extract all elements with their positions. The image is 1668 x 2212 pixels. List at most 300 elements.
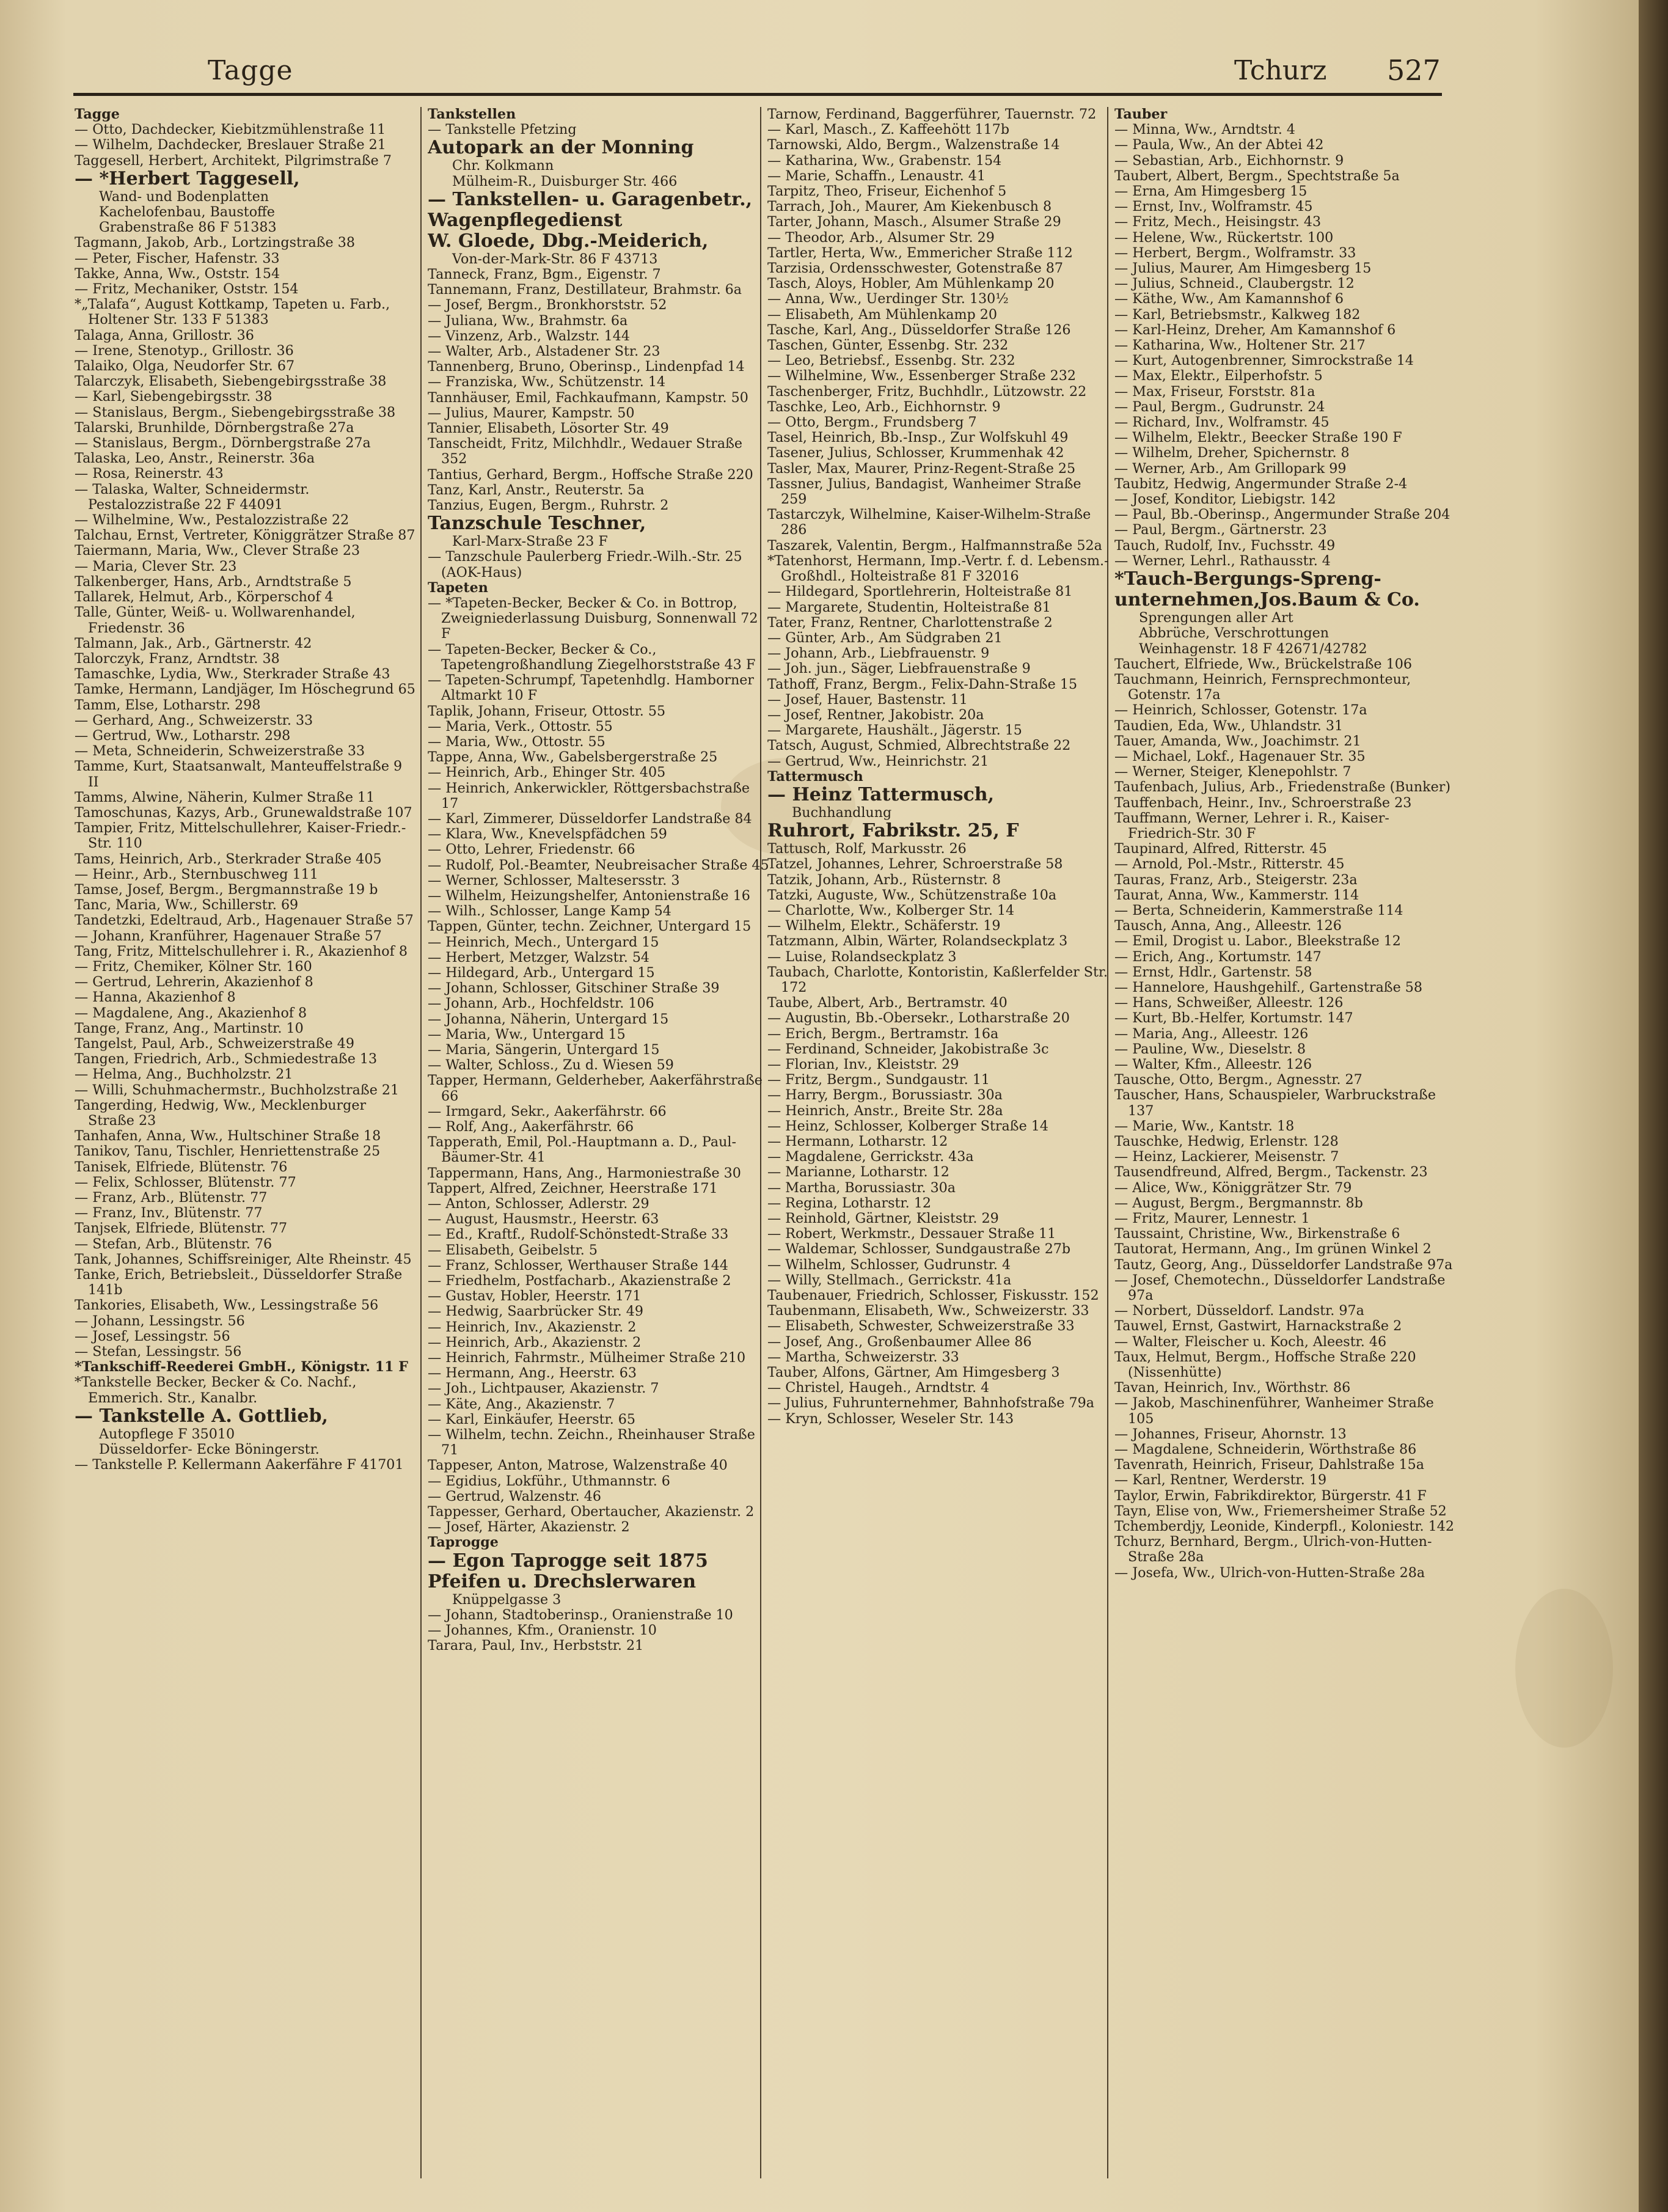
directory-entry: Tchurz, Bernhard, Bergm., Ulrich-von-Hutten-Straße 28a <box>1114 1534 1432 1566</box>
directory-entry: — Michael, Lokf., Hagenauer Str. 35 <box>1114 748 1366 764</box>
directory-entry: — Josef, Konditor, Liebigstr. 142 <box>1114 491 1336 508</box>
directory-entry: — Leo, Betriebsf., Essenbg. Str. 232 <box>767 353 1015 369</box>
directory-entry: Tanzschule Teschner, <box>428 513 646 535</box>
directory-entry: — Maria, Ww., Ottostr. 55 <box>428 733 605 750</box>
directory-entry: — Franz, Arb., Blütenstr. 77 <box>75 1190 268 1206</box>
header-left-keyword: Tagge <box>208 55 293 86</box>
directory-entry: W. Gloede, Dbg.-Meiderich, <box>428 230 709 252</box>
directory-entry: — Josef, Ang., Großenbaumer Allee 86 <box>767 1333 1032 1350</box>
directory-entry: — Juliana, Ww., Brahmstr. 6a <box>428 312 628 329</box>
directory-entry: — Max, Elektr., Eilperhofstr. 5 <box>1114 368 1323 384</box>
directory-entry: — Johann, Lessingstr. 56 <box>75 1313 245 1329</box>
directory-entry: — Julius, Maurer, Am Himgesberg 15 <box>1114 260 1372 277</box>
directory-entry: — Harry, Bergm., Borussiastr. 30a <box>767 1087 1003 1104</box>
directory-entry: Tanhafen, Anna, Ww., Hultschiner Straße 18 <box>75 1128 381 1144</box>
directory-entry: Tattermusch <box>767 768 863 785</box>
directory-entry: — Reinhold, Gärtner, Kleiststr. 29 <box>767 1210 999 1227</box>
directory-entry: — Rudolf, Pol.-Beamter, Neubreisacher Straße 45 <box>428 857 769 873</box>
directory-entry: — Heinrich, Mech., Untergard 15 <box>428 934 659 950</box>
directory-entry: — Wilhelm, Elektr., Beecker Straße 190 F <box>1114 430 1402 446</box>
directory-entry: — Tapeten-Becker, Becker & Co., Tapetengroßhandlung Ziegelhorststraße 43 F <box>428 641 756 673</box>
directory-entry: Tappesser, Gerhard, Obertaucher, Akazienstr. 2 <box>428 1504 755 1520</box>
directory-entry: — Willi, Schuhmachermstr., Buchholzstraße 21 <box>75 1082 400 1098</box>
directory-entry: — Hildegard, Arb., Untergard 15 <box>428 964 655 981</box>
directory-entry: — Tankstelle P. Kellermann Aakerfähre F 41701 <box>75 1457 404 1473</box>
directory-entry: Tamm, Else, Lotharstr. 298 <box>75 697 261 713</box>
directory-entry: — Erich, Ang., Kortumstr. 147 <box>1114 948 1322 965</box>
directory-entry: — Julius, Maurer, Kampstr. 50 <box>428 405 635 421</box>
directory-entry: Tater, Franz, Rentner, Charlottenstraße 2 <box>767 614 1053 631</box>
directory-entry: Tauchert, Elfriede, Ww., Brückelstraße 106 <box>1114 656 1412 672</box>
directory-entry: — Gertrud, Ww., Lotharstr. 298 <box>75 727 291 744</box>
directory-entry: Tangelst, Paul, Arb., Schweizerstraße 49 <box>75 1035 355 1052</box>
directory-entry: — Marianne, Lotharstr. 12 <box>767 1164 949 1181</box>
directory-entry: — Berta, Schneiderin, Kammerstraße 114 <box>1114 902 1403 918</box>
directory-entry: Tauber <box>1114 107 1168 122</box>
directory-entry: — Hanna, Akazienhof 8 <box>75 989 236 1006</box>
directory-entry: — Walter, Schloss., Zu d. Wiesen 59 <box>428 1057 674 1074</box>
directory-entry: — Herbert, Bergm., Wolframstr. 33 <box>1114 244 1356 261</box>
directory-entry: — Fritz, Bergm., Sundgaustr. 11 <box>767 1072 990 1088</box>
directory-entry: — Karl, Siebengebirgsstr. 38 <box>75 389 273 405</box>
directory-entry: Tasler, Max, Maurer, Prinz-Regent-Straße 25 <box>767 460 1076 477</box>
directory-entry: — Rosa, Reinerstr. 43 <box>75 466 224 482</box>
directory-entry: — Friedhelm, Postfacharb., Akazienstraße 2 <box>428 1273 731 1289</box>
directory-entry: — Paul, Bergm., Gärtnerstr. 23 <box>1114 522 1327 538</box>
directory-entry: — Werner, Lehrl., Rathausstr. 4 <box>1114 552 1331 569</box>
directory-entry: Taschen, Günter, Essenbg. Str. 232 <box>767 337 1009 354</box>
directory-entry: Tannenberg, Bruno, Oberinsp., Lindenpfad 14 <box>428 359 745 375</box>
directory-entry: — Kryn, Schlosser, Weseler Str. 143 <box>767 1410 1014 1427</box>
directory-entry: — Norbert, Düsseldorf. Landstr. 97a <box>1114 1303 1364 1319</box>
directory-entry: — Hildegard, Sportlehrerin, Holteistraße 81 <box>767 584 1073 600</box>
directory-entry: Tauffmann, Werner, Lehrer i. R., Kaiser-Friedrich-Str. 30 F <box>1114 810 1389 841</box>
directory-entry: *Tankstelle Becker, Becker & Co. Nachf., Emmerich. Str., Kanalbr. <box>75 1374 357 1406</box>
directory-entry: — Wilhelm, Schlosser, Gudrunstr. 4 <box>767 1256 1011 1273</box>
directory-entry: — Wilhelm, techn. Zeichn., Rheinhauser Straße 71 <box>428 1427 755 1459</box>
directory-entry: Tarpitz, Theo, Friseur, Eichenhof 5 <box>767 183 1007 200</box>
directory-entry: — Rolf, Ang., Aakerfährstr. 66 <box>428 1118 634 1135</box>
directory-entry: — Franziska, Ww., Schützenstr. 14 <box>428 374 666 390</box>
directory-entry: Wagenpflegedienst <box>428 209 623 231</box>
directory-entry: Tamke, Hermann, Landjäger, Im Höschegrund 65 <box>75 681 415 698</box>
directory-entry: Taprogge <box>428 1534 499 1551</box>
directory-entry: Taschenberger, Fritz, Buchhdlr., Lützowstr. 22 <box>767 383 1087 400</box>
directory-entry: — Werner, Arb., Am Grillopark 99 <box>1114 460 1347 477</box>
directory-entry: Tang, Fritz, Mittelschullehrer i. R., Akazienhof 8 <box>75 943 408 959</box>
directory-entry: — Karl-Heinz, Dreher, Am Kamannshof 6 <box>1114 321 1396 338</box>
directory-entry: — Maria, Clever Str. 23 <box>75 558 237 574</box>
directory-entry: — Luise, Rolandseckplatz 3 <box>767 948 957 965</box>
directory-entry: — Ernst, Inv., Wolframstr. 45 <box>1114 199 1313 215</box>
directory-entry: — Josef, Härter, Akazienstr. 2 <box>428 1519 630 1536</box>
directory-entry: — Gertrud, Lehrerin, Akazienhof 8 <box>75 974 313 991</box>
directory-entry: Taubenauer, Friedrich, Schlosser, Fiskusstr. 152 <box>767 1287 1099 1304</box>
directory-entry: — Walter, Kfm., Alleestr. 126 <box>1114 1056 1312 1072</box>
directory-entry: Tankories, Elisabeth, Ww., Lessingstraße 56 <box>75 1297 379 1314</box>
directory-entry: — Karl, Zimmerer, Düsseldorfer Landstraße 84 <box>428 810 752 827</box>
directory-entry: Tanzius, Eugen, Bergm., Ruhrstr. 2 <box>428 497 669 514</box>
directory-entry: — Johann, Stadtoberinsp., Oranienstraße 10 <box>428 1606 733 1623</box>
directory-entry: — Stefan, Lessingstr. 56 <box>75 1344 242 1360</box>
directory-entry: Tasch, Aloys, Hobler, Am Mühlenkamp 20 <box>767 276 1055 292</box>
directory-entry: Tanke, Erich, Betriebsleit., Düsseldorfer Straße 141b <box>75 1267 403 1298</box>
directory-entry: Taschke, Leo, Arb., Eichhornstr. 9 <box>767 398 1001 415</box>
directory-entry: Taiermann, Maria, Ww., Clever Straße 23 <box>75 543 360 559</box>
directory-entry: Tamse, Josef, Bergm., Bergmannstraße 19 b <box>75 881 378 898</box>
directory-entry: — Wilhelm, Dachdecker, Breslauer Straße 21 <box>75 137 386 153</box>
directory-entry: — Elisabeth, Geibelstr. 5 <box>428 1242 598 1258</box>
directory-entry: Von-der-Mark-Str. 86 F 43713 <box>452 251 658 267</box>
directory-entry: — Katharina, Ww., Holtener Str. 217 <box>1114 337 1366 354</box>
directory-entry: Talarczyk, Elisabeth, Siebengebirgsstraße 38 <box>75 373 387 390</box>
directory-entry: Taplik, Johann, Friseur, Ottostr. 55 <box>428 703 666 719</box>
directory-entry: Tartler, Herta, Ww., Emmericher Straße 112 <box>767 244 1073 261</box>
directory-entry: — Käte, Ang., Akazienstr. 7 <box>428 1396 615 1412</box>
directory-entry: Tassner, Julius, Bandagist, Wanheimer Straße 259 <box>767 475 1081 508</box>
directory-entry: — Gertrud, Ww., Heinrichstr. 21 <box>767 753 989 769</box>
directory-entry: — Peter, Fischer, Hafenstr. 33 <box>75 250 280 266</box>
directory-entry: Taubitz, Hedwig, Angermunder Straße 2-4 <box>1114 475 1408 492</box>
directory-entry: Tchemberdjy, Leonide, Kinderpfl., Koloniestr. 142 <box>1114 1518 1455 1535</box>
directory-entry: — Tanzschule Paulerberg Friedr.-Wilh.-Str. 25 (AOK-Haus) <box>428 549 742 580</box>
directory-entry: Tangerding, Hedwig, Ww., Mecklenburger Straße 23 <box>75 1097 367 1129</box>
directory-entry: Grabenstraße 86 F 51383 <box>99 219 277 236</box>
directory-entry: Tanneck, Franz, Bgm., Eigenstr. 7 <box>428 266 661 283</box>
directory-entry: — Klara, Ww., Knevelspfädchen 59 <box>428 826 667 843</box>
directory-entry: Tarara, Paul, Inv., Herbststr. 21 <box>428 1638 644 1654</box>
directory-entry: Tasel, Heinrich, Bb.-Insp., Zur Wolfskuhl 49 <box>767 430 1069 446</box>
directory-entry: Autopark an der Monning <box>428 137 694 159</box>
book-spine <box>1639 0 1668 2212</box>
directory-entry: Tarter, Johann, Masch., Alsumer Straße 29 <box>767 214 1061 230</box>
directory-entry: *„Talafa“, August Kottkamp, Tapeten u. Farb., Holtener Str. 133 F 51383 <box>75 296 390 328</box>
directory-entry: Sprengungen aller Art <box>1139 610 1293 626</box>
directory-entry: Karl-Marx-Straße 23 F <box>452 533 608 550</box>
directory-entry: Tatzki, Auguste, Ww., Schützenstraße 10a <box>767 887 1057 903</box>
header-right-keyword: Tchurz <box>1234 55 1327 86</box>
directory-entry: — Tankstelle Pfetzing <box>428 122 577 138</box>
directory-entry: — Wilhelmine, Ww., Pestalozzistraße 22 <box>75 512 349 529</box>
directory-entry: Taubach, Charlotte, Kontoristin, Kaßlerfelder Str. 172 <box>767 964 1108 995</box>
directory-entry: Tappermann, Hans, Ang., Harmoniestraße 30 <box>428 1165 741 1181</box>
directory-entry: Taux, Helmut, Bergm., Hoffsche Straße 220 (Nissenhütte) <box>1114 1349 1416 1381</box>
directory-entry: Tanc, Maria, Ww., Schillerstr. 69 <box>75 897 299 914</box>
directory-entry: — Regina, Lotharstr. 12 <box>767 1195 931 1211</box>
directory-entry: — Gustav, Hobler, Heerstr. 171 <box>428 1288 642 1305</box>
directory-entry: — Heinrich, Ankerwickler, Röttgersbachstraße 17 <box>428 780 750 811</box>
directory-entry: Tautz, Georg, Ang., Düsseldorfer Landstraße 97a <box>1114 1256 1453 1273</box>
directory-entry: — *Herbert Taggesell, <box>75 167 300 189</box>
directory-entry: — Werner, Schlosser, Maltesersstr. 3 <box>428 872 680 888</box>
directory-entry: — Magdalene, Schneiderin, Wörthstraße 86 <box>1114 1441 1417 1458</box>
directory-entry: Tauchmann, Heinrich, Fernsprechmonteur, Gotenstr. 17a <box>1114 671 1411 703</box>
directory-entry: — Katharina, Ww., Grabenstr. 154 <box>767 152 1002 169</box>
directory-entry: — Josef, Lessingstr. 56 <box>75 1328 230 1344</box>
directory-entry: — Stefan, Arb., Blütenstr. 76 <box>75 1236 273 1252</box>
directory-entry: — Emil, Drogist u. Labor., Bleekstraße 12 <box>1114 933 1401 950</box>
directory-entry: — Tankstellen- u. Garagenbetr., <box>428 188 753 210</box>
directory-entry: Tallarek, Helmut, Arb., Körperschof 4 <box>75 589 334 606</box>
directory-entry: — Tankstelle A. Gottlieb, <box>75 1405 328 1427</box>
directory-entry: Tagmann, Jakob, Arb., Lortzingstraße 38 <box>75 235 355 251</box>
directory-entry: — Talaska, Walter, Schneidermstr. Pestalozzistraße 22 F 44091 <box>75 481 310 513</box>
directory-entry: Talaska, Leo, Anstr., Reinerstr. 36a <box>75 450 315 467</box>
directory-entry: — Walter, Arb., Alstadener Str. 23 <box>428 343 660 360</box>
directory-entry: Tankstellen <box>428 107 516 122</box>
directory-entry: — *Tapeten-Becker, Becker & Co. in Bottrop, Zweigniederlassung Duisburg, Sonnenwall 72 F <box>428 595 758 642</box>
directory-entry: — Fritz, Mechaniker, Oststr. 154 <box>75 281 299 298</box>
directory-entry: Tauscher, Hans, Schauspieler, Warbruckstraße 137 <box>1114 1087 1436 1119</box>
directory-entry: — Felix, Schlosser, Blütenstr. 77 <box>75 1174 296 1190</box>
directory-entry: — Josef, Bergm., Bronkhorststr. 52 <box>428 297 667 313</box>
directory-entry: — Johannes, Friseur, Ahornstr. 13 <box>1114 1426 1347 1442</box>
directory-entry: — Max, Friseur, Forststr. 81a <box>1114 383 1315 400</box>
directory-entry: — Otto, Bergm., Frundsberg 7 <box>767 414 977 431</box>
directory-entry: — Pauline, Ww., Dieselstr. 8 <box>1114 1041 1306 1057</box>
directory-entry: Tauras, Franz, Arb., Steigerstr. 23a <box>1114 871 1358 888</box>
directory-entry: — Elisabeth, Schwester, Schweizerstraße 33 <box>767 1318 1075 1335</box>
directory-entry: — Augustin, Bb.-Obersekr., Lotharstraße 20 <box>767 1010 1070 1027</box>
directory-entry: — Anton, Schlosser, Adlerstr. 29 <box>428 1196 649 1212</box>
directory-entry: — Sebastian, Arb., Eichhornstr. 9 <box>1114 152 1344 169</box>
directory-entry: Tappe, Anna, Ww., Gabelsbergerstraße 25 <box>428 749 718 766</box>
column-4 <box>1114 107 1457 2185</box>
directory-entry: Talaga, Anna, Grillostr. 36 <box>75 327 254 343</box>
directory-entry: Weinhagenstr. 18 F 42671/42782 <box>1139 640 1367 657</box>
directory-entry: — Waldemar, Schlosser, Sundgaustraße 27b <box>767 1241 1071 1258</box>
directory-entry: Tarrach, Joh., Maurer, Am Kiekenbusch 8 <box>767 199 1052 215</box>
directory-entry: Tausche, Otto, Bergm., Agnesstr. 27 <box>1114 1072 1363 1088</box>
directory-entry: — Gerhard, Ang., Schweizerstr. 33 <box>75 712 313 728</box>
directory-entry: — Elisabeth, Am Mühlenkamp 20 <box>767 306 998 323</box>
directory-entry: — Hermann, Ang., Heerstr. 63 <box>428 1365 637 1382</box>
directory-entry: — Johann, Arb., Liebfrauenstr. 9 <box>767 645 990 662</box>
directory-entry: Taurat, Anna, Ww., Kammerstr. 114 <box>1114 887 1359 903</box>
page-header <box>0 49 1466 98</box>
directory-entry: Tange, Franz, Ang., Martinstr. 10 <box>75 1020 304 1036</box>
directory-entry: — Maria, Verk., Ottostr. 55 <box>428 718 613 734</box>
directory-entry: Taudien, Eda, Ww., Uhlandstr. 31 <box>1114 717 1344 734</box>
directory-entry: Tappeser, Anton, Matrose, Walzenstraße 40 <box>428 1457 728 1474</box>
directory-entry: Tatzik, Johann, Arb., Rüsternstr. 8 <box>767 871 1001 888</box>
directory-entry: — Wilh., Schlosser, Lange Kamp 54 <box>428 903 671 920</box>
directory-entry: — Paul, Bergm., Gudrunstr. 24 <box>1114 398 1325 415</box>
directory-entry: — Tapeten-Schrumpf, Tapetenhdlg. Hamborner Altmarkt 10 F <box>428 672 754 704</box>
directory-entry: — Karl, Rentner, Werderstr. 19 <box>1114 1472 1327 1489</box>
directory-entry: — Irene, Stenotyp., Grillostr. 36 <box>75 342 294 359</box>
directory-entry: — Hans, Schweißer, Alleestr. 126 <box>1114 995 1344 1011</box>
directory-entry: Wand- und Bodenplatten <box>99 188 269 205</box>
directory-entry: — Maria, Sängerin, Untergard 15 <box>428 1041 660 1058</box>
directory-entry: Knüppelgasse 3 <box>452 1591 561 1608</box>
directory-entry: *Tankschiff-Reederei GmbH., Königstr. 11 F <box>75 1359 409 1375</box>
directory-entry: Tauer, Amanda, Ww., Joachimstr. 21 <box>1114 733 1361 749</box>
directory-entry: — Heinrich, Schlosser, Gotenstr. 17a <box>1114 702 1367 719</box>
directory-entry: Tastarczyk, Wilhelmine, Kaiser-Wilhelm-Straße 286 <box>767 507 1091 538</box>
directory-entry: Buchhandlung <box>792 804 892 821</box>
directory-entry: — Magdalene, Gerrickstr. 43a <box>767 1149 974 1165</box>
directory-entry: — Otto, Dachdecker, Kiebitzmühlenstraße 11 <box>75 122 386 138</box>
directory-entry: — Joh. jun., Säger, Liebfrauenstraße 9 <box>767 661 1031 677</box>
directory-entry: — Johann, Schlosser, Gitschiner Straße 39 <box>428 980 720 997</box>
directory-entry: Taussaint, Christine, Ww., Birkenstraße 6 <box>1114 1226 1400 1242</box>
directory-entry: — Egidius, Lokführ., Uthmannstr. 6 <box>428 1473 670 1489</box>
directory-entry: Mülheim-R., Duisburger Str. 466 <box>452 173 678 189</box>
directory-entry: — Martha, Borussiastr. 30a <box>767 1179 956 1196</box>
directory-entry: Tampier, Fritz, Mittelschullehrer, Kaiser-Friedr.-Str. 110 <box>75 820 406 852</box>
directory-entry: Taszarek, Valentin, Bergm., Halfmannstraße 52a <box>767 537 1102 554</box>
directory-entry: Tanjsek, Elfriede, Blütenstr. 77 <box>75 1220 288 1237</box>
directory-entry: Tathoff, Franz, Bergm., Felix-Dahn-Straße 15 <box>767 676 1078 692</box>
directory-entry: — Heinrich, Arb., Ehinger Str. 405 <box>428 764 666 781</box>
directory-entry: — Heinrich, Fahrmstr., Mülheimer Straße 210 <box>428 1350 746 1366</box>
directory-entry: — Günter, Arb., Am Südgraben 21 <box>767 629 1003 646</box>
directory-entry: Taylor, Erwin, Fabrikdirektor, Bürgerstr. 41 F <box>1114 1487 1427 1504</box>
directory-entry: — Willy, Stellmach., Gerrickstr. 41a <box>767 1272 1012 1288</box>
directory-entry: Tanscheidt, Fritz, Milchhdlr., Wedauer Straße 352 <box>428 436 743 467</box>
page-number: 527 <box>1387 54 1441 87</box>
directory-entry: Abbrüche, Verschrottungen <box>1139 625 1330 642</box>
directory-entry: Tamms, Alwine, Näherin, Kulmer Straße 11 <box>75 789 375 805</box>
directory-entry: Tannemann, Franz, Destillateur, Brahmstr. 6a <box>428 282 742 298</box>
directory-entry: — Irmgard, Sekr., Aakerfährstr. 66 <box>428 1103 667 1119</box>
column-1 <box>75 107 417 2185</box>
directory-entry: — Karl, Betriebsmstr., Kalkweg 182 <box>1114 306 1361 323</box>
directory-entry: — Heinz, Schlosser, Kolberger Straße 14 <box>767 1118 1048 1134</box>
directory-entry: Tattusch, Rolf, Markusstr. 26 <box>767 841 967 857</box>
directory-entry: Tarnow, Ferdinand, Baggerführer, Tauernstr. 72 <box>767 107 1097 122</box>
directory-entry: — Heinz, Lackierer, Meisenstr. 7 <box>1114 1149 1339 1165</box>
directory-entry: — Josef, Hauer, Bastenstr. 11 <box>767 691 968 708</box>
directory-entry: — Franz, Schlosser, Werthauser Straße 144 <box>428 1257 729 1273</box>
directory-entry: — Hedwig, Saarbrücker Str. 49 <box>428 1303 643 1320</box>
directory-entry: — Josefa, Ww., Ulrich-von-Hutten-Straße 28a <box>1114 1564 1425 1581</box>
column-2 <box>428 107 770 2185</box>
directory-entry: Tauffenbach, Heinr., Inv., Schroerstraße 23 <box>1114 794 1412 811</box>
directory-entry: Tanisek, Elfriede, Blütenstr. 76 <box>75 1159 288 1175</box>
directory-entry: — Johann, Kranführer, Hagenauer Straße 57 <box>75 928 382 944</box>
directory-entry: — Otto, Lehrer, Friedenstr. 66 <box>428 841 635 858</box>
directory-entry: Tanikov, Tanu, Tischler, Henriettenstraße 25 <box>75 1143 381 1160</box>
directory-entry: Tangen, Friedrich, Arb., Schmiedestraße 13 <box>75 1051 378 1068</box>
directory-entry: — Maria, Ww., Untergard 15 <box>428 1026 626 1042</box>
directory-entry: — Richard, Inv., Wolframstr. 45 <box>1114 414 1330 431</box>
directory-entry: Taubert, Albert, Bergm., Spechtstraße 5a <box>1114 167 1400 184</box>
directory-entry: — Erich, Bergm., Bertramstr. 16a <box>767 1025 999 1042</box>
directory-entry: Tauwel, Ernst, Gastwirt, Harnackstraße 2 <box>1114 1318 1402 1335</box>
directory-entry: — Johannes, Kfm., Oranienstr. 10 <box>428 1622 657 1639</box>
directory-entry: Taufenbach, Julius, Arb., Friedenstraße (Bunker) <box>1114 779 1450 796</box>
directory-entry: Talaiko, Olga, Neudorfer Str. 67 <box>75 358 295 375</box>
directory-entry: — Karl, Masch., Z. Kaffeehött 117b <box>767 122 1010 138</box>
directory-entry: Autopflege F 35010 <box>99 1426 235 1442</box>
directory-entry: Tausendfreund, Alfred, Bergm., Tackenstr. 23 <box>1114 1164 1428 1181</box>
directory-entry: — Stanislaus, Bergm., Siebengebirgsstraße 38 <box>75 404 396 420</box>
directory-entry: Tatzmann, Albin, Wärter, Rolandseckplatz 3 <box>767 933 1068 950</box>
directory-entry: Takke, Anna, Ww., Oststr. 154 <box>75 265 280 282</box>
directory-entry: — Egon Taprogge seit 1875 <box>428 1550 708 1572</box>
directory-entry: — Wilhelm, Heizungshelfer, Antonienstraße 16 <box>428 887 750 904</box>
directory-entry: — Ed., Kraftf., Rudolf-Schönstedt-Straße 33 <box>428 1226 729 1243</box>
directory-entry: Ruhrort, Fabrikstr. 25, F <box>767 820 1019 842</box>
directory-entry: — Josef, Chemotechn., Düsseldorfer Landstraße 97a <box>1114 1272 1446 1304</box>
directory-entry: — Josef, Rentner, Jakobistr. 20a <box>767 706 984 723</box>
directory-entry: — Maria, Ang., Alleestr. 126 <box>1114 1025 1309 1042</box>
directory-entry: — Martha, Schweizerstr. 33 <box>767 1349 959 1365</box>
directory-entry: — Robert, Werkmstr., Dessauer Straße 11 <box>767 1226 1056 1242</box>
directory-entry: — Paul, Bb.-Oberinsp., Angermunder Straße 204 <box>1114 507 1450 523</box>
directory-entry: — Wilhelm, Dreher, Spichernstr. 8 <box>1114 445 1350 461</box>
directory-entry: Tamme, Kurt, Staatsanwalt, Manteuffelstraße 9 II <box>75 758 403 790</box>
directory-entry: Talmann, Jak., Arb., Gärtnerstr. 42 <box>75 635 312 651</box>
directory-entry: Tatsch, August, Schmied, Albrechtstraße 22 <box>767 738 1071 754</box>
directory-entry: — August, Bergm., Bergmannstr. 8b <box>1114 1195 1363 1211</box>
directory-entry: — Franz, Inv., Blütenstr. 77 <box>75 1205 263 1221</box>
directory-entry: — Wilhelm, Elektr., Schäferstr. 19 <box>767 918 1001 934</box>
header-rule <box>73 93 1442 96</box>
directory-entry: — Alice, Ww., Königgrätzer Str. 79 <box>1114 1179 1352 1196</box>
directory-entry: — Fritz, Mech., Heisingstr. 43 <box>1114 214 1322 230</box>
directory-entry: Tayn, Elise von, Ww., Friemersheimer Straße 52 <box>1114 1503 1447 1519</box>
directory-entry: — Julius, Fuhrunternehmer, Bahnhofstraße 79a <box>767 1395 1094 1412</box>
directory-entry: — Erna, Am Himgesberg 15 <box>1114 183 1308 200</box>
directory-entry: Tappen, Günter, techn. Zeichner, Untergard 15 <box>428 918 752 935</box>
directory-entry: — Ferdinand, Schneider, Jakobistraße 3c <box>767 1041 1049 1057</box>
directory-entry: — Magdalene, Ang., Akazienhof 8 <box>75 1005 307 1021</box>
directory-entry: — Werner, Steiger, Klenepohlstr. 7 <box>1114 764 1352 780</box>
directory-entry: Tappert, Alfred, Zeichner, Heerstraße 171 <box>428 1180 718 1196</box>
directory-entry: — Heinrich, Arb., Akazienstr. 2 <box>428 1334 642 1350</box>
directory-entry: — Vinzenz, Arb., Walzstr. 144 <box>428 328 630 344</box>
directory-entry: unternehmen,Jos.Baum & Co. <box>1114 589 1420 611</box>
directory-entry: Talorczyk, Franz, Arndtstr. 38 <box>75 650 280 667</box>
directory-entry: Taggesell, Herbert, Architekt, Pilgrimstraße 7 <box>75 152 392 169</box>
directory-entry: — Helene, Ww., Rückertstr. 100 <box>1114 229 1334 246</box>
directory-entry: — Johann, Arb., Hochfeldstr. 106 <box>428 995 654 1012</box>
directory-entry: *Tauch-Bergungs-Spreng- <box>1114 568 1381 590</box>
directory-entry: Talarski, Brunhilde, Dörnbergstraße 27a <box>75 419 354 436</box>
directory-entry: — Margarete, Haushält., Jägerstr. 15 <box>767 722 1022 739</box>
directory-entry: Taubenmann, Elisabeth, Ww., Schweizerstr. 33 <box>767 1303 1089 1319</box>
directory-entry: Tanz, Karl, Anstr., Reuterstr. 5a <box>428 482 645 498</box>
directory-entry: — Charlotte, Ww., Kolberger Str. 14 <box>767 902 1015 918</box>
directory-entry: Tantius, Gerhard, Bergm., Hoffsche Straße 220 <box>428 466 753 483</box>
directory-entry: Kachelofenbau, Baustoffe <box>99 204 275 221</box>
directory-entry: Pfeifen u. Drechslerwaren <box>428 1570 697 1592</box>
directory-entry: — Walter, Fleischer u. Koch, Aleestr. 46 <box>1114 1333 1387 1350</box>
directory-entry: Tandetzki, Edeltraud, Arb., Hagenauer Straße 57 <box>75 912 414 929</box>
directory-entry: Talkenberger, Hans, Arb., Arndtstraße 5 <box>75 573 352 590</box>
directory-entry: Tams, Heinrich, Arb., Sterkrader Straße 405 <box>75 851 382 867</box>
directory-entry: — August, Hausmstr., Heerstr. 63 <box>428 1211 659 1228</box>
directory-entry: Tavan, Heinrich, Inv., Wörthstr. 86 <box>1114 1380 1351 1396</box>
directory-entry: Tamaschke, Lydia, Ww., Sterkrader Straße 43 <box>75 666 390 683</box>
directory-entry: — Ernst, Hdlr., Gartenstr. 58 <box>1114 964 1312 980</box>
directory-entry: — Theodor, Arb., Alsumer Str. 29 <box>767 229 995 246</box>
directory-entry: Tank, Johannes, Schiffsreiniger, Alte Rheinstr. 45 <box>75 1251 412 1267</box>
directory-entry: Taupinard, Alfred, Ritterstr. 45 <box>1114 841 1327 857</box>
directory-entry: — Karl, Einkäufer, Heerstr. 65 <box>428 1411 636 1427</box>
directory-entry: Tavenrath, Heinrich, Friseur, Dahlstraße 15a <box>1114 1457 1424 1473</box>
directory-entry: — Heinz Tattermusch, <box>767 783 995 805</box>
directory-entry: — Heinrich, Inv., Akazienstr. 2 <box>428 1319 637 1335</box>
directory-entry: Tasche, Karl, Ang., Düsseldorfer Straße 126 <box>767 321 1071 338</box>
directory-entry: Tauber, Alfons, Gärtner, Am Himgesberg 3 <box>767 1364 1060 1381</box>
directory-entry: Tausch, Anna, Ang., Alleestr. 126 <box>1114 918 1342 934</box>
directory-entry: Tapeten <box>428 579 488 596</box>
directory-entry: *Tatenhorst, Hermann, Imp.-Vertr. f. d. Lebensm.-Großhdl., Holteistraße 81 F 32016 <box>767 552 1109 585</box>
